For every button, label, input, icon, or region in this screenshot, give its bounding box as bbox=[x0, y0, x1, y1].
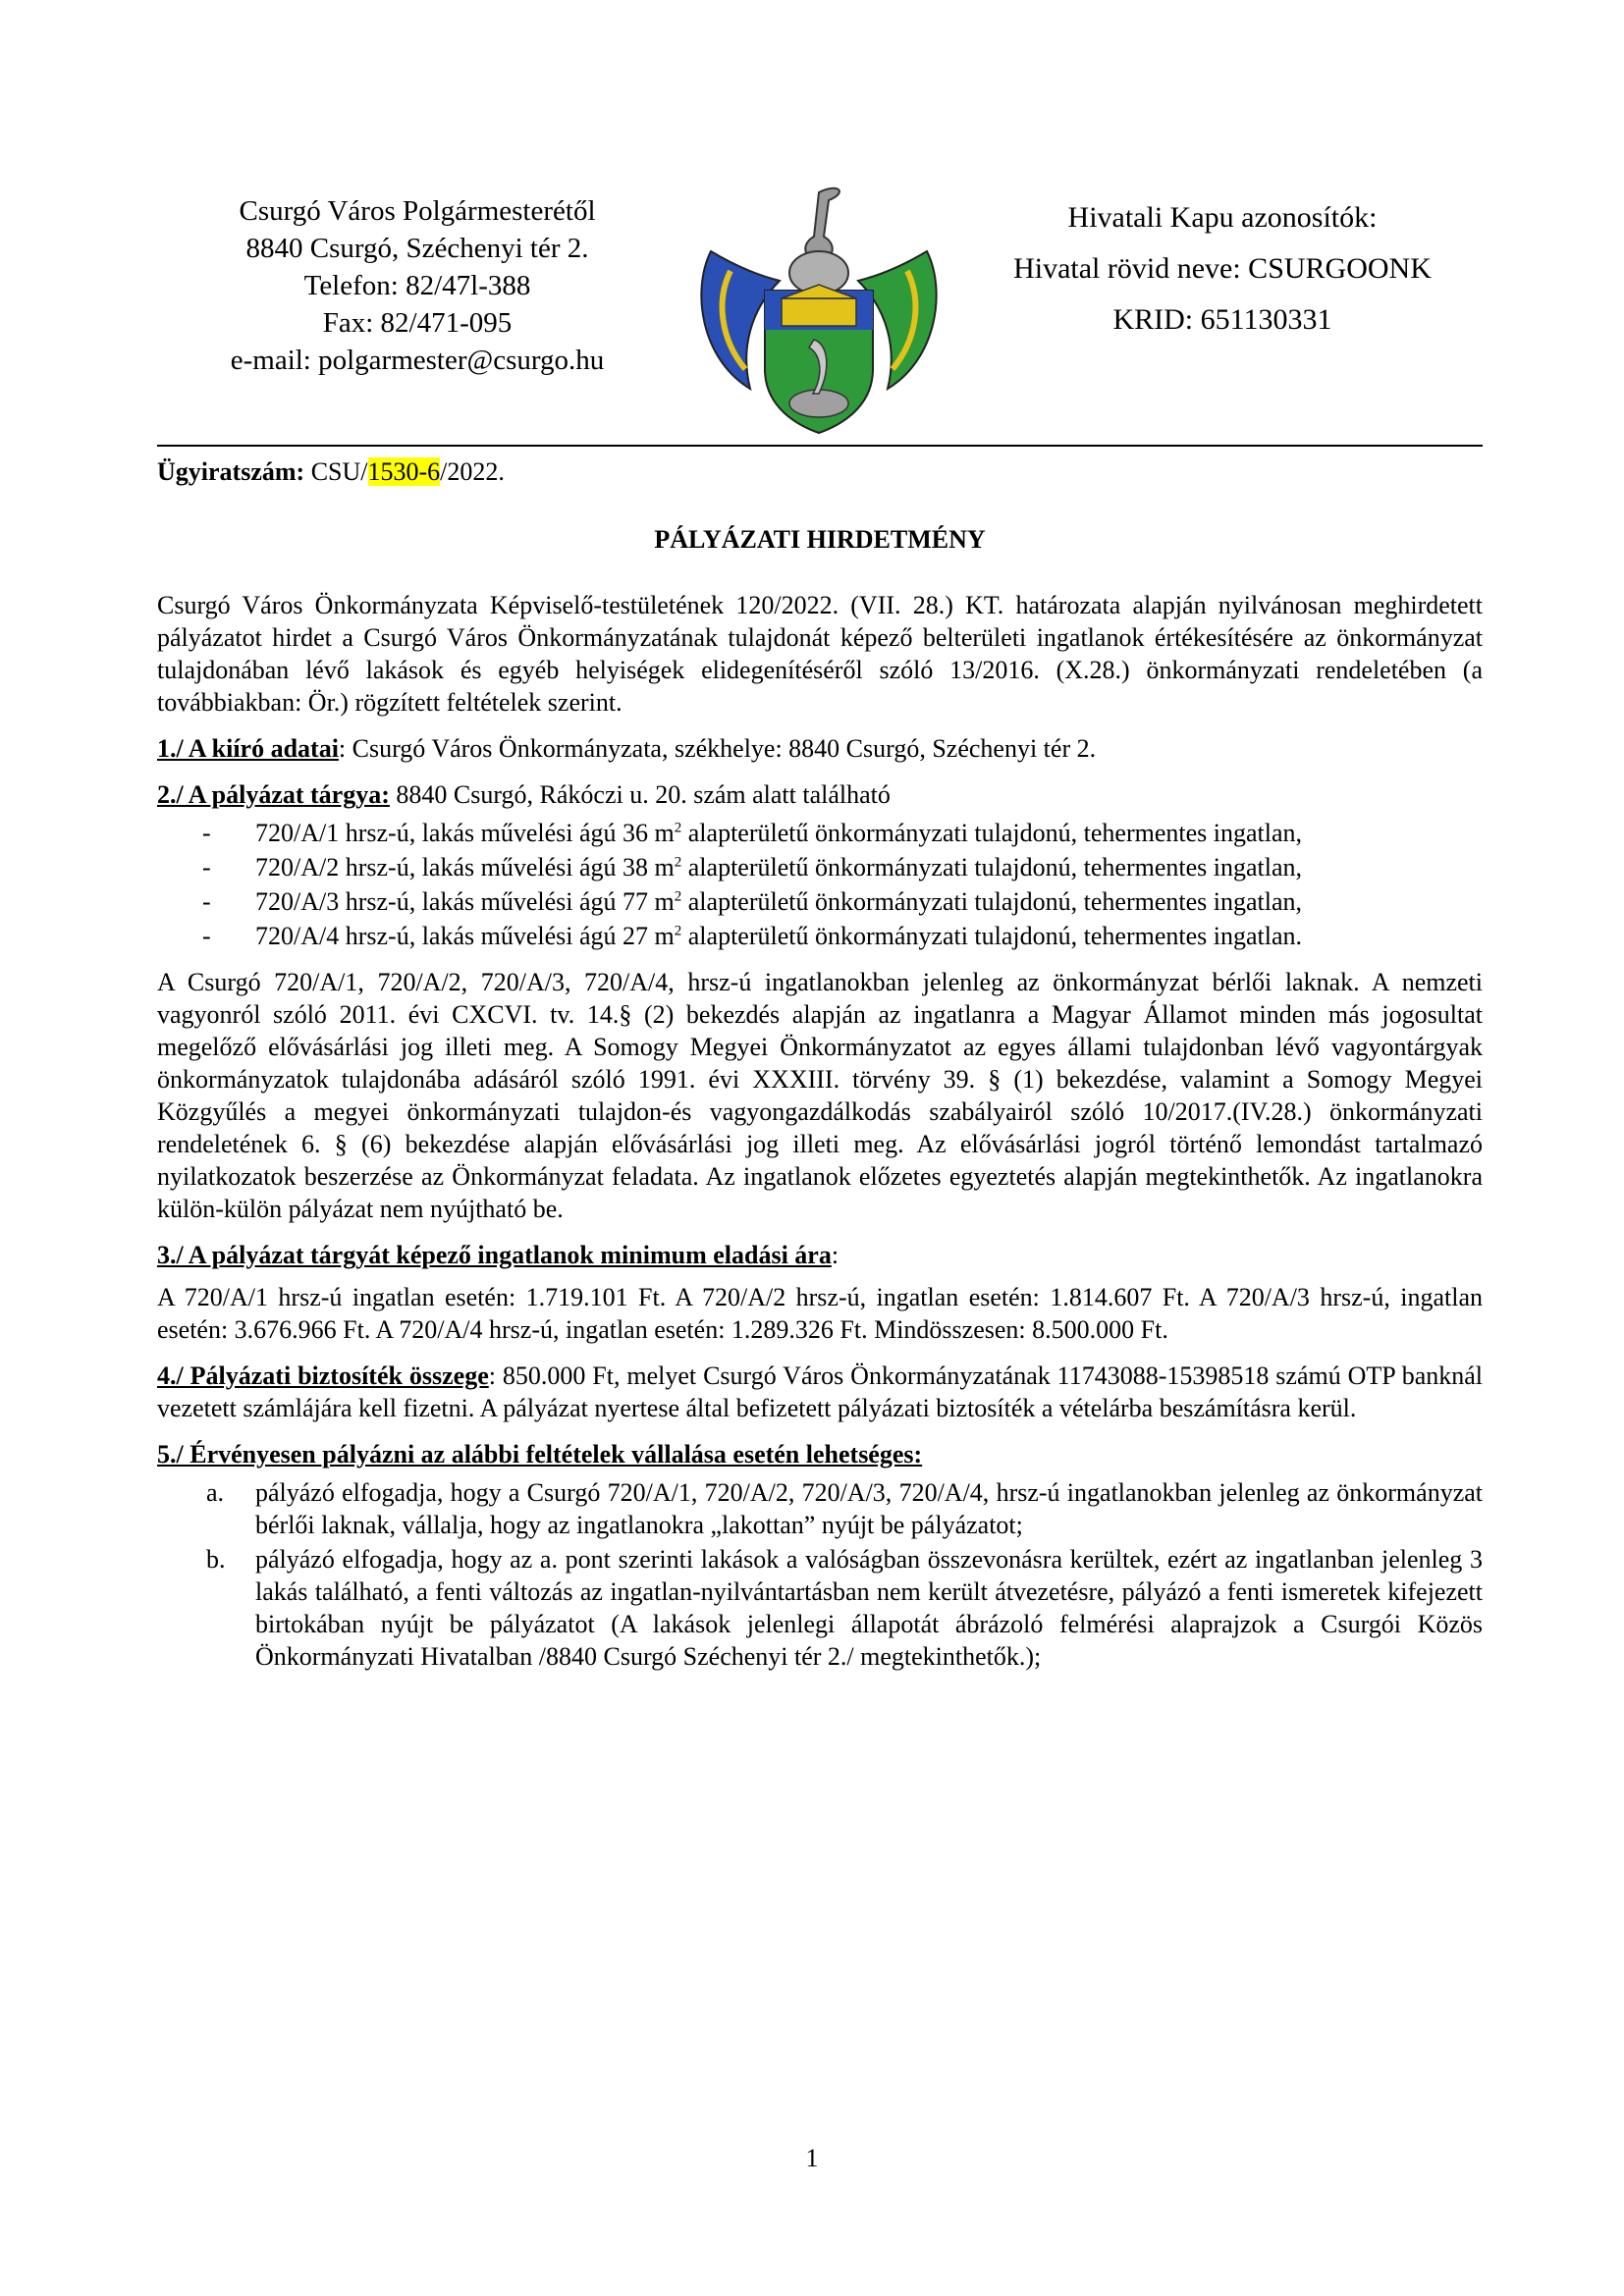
list-marker: a. bbox=[206, 1478, 225, 1507]
section-2-details: A Csurgó 720/A/1, 720/A/2, 720/A/3, 720/A/4, hrsz-ú ingatlanokban jelenleg az önkormányzat bérlői laknak. A nemzeti vagyonról szóló 2011. évi CXCVI. tv. 14.§ (2) bekezdés alapján az ingatlanra a Magyar Államot minden más jogosultat megelőző elővásárlási jog illeti meg. A Somogy Megyei Önkormányzatot az egyes állami tulajdonban lévő vagyontárgyak önkormányzatok tulajdonába adásáról szóló 1991. évi XXXIII. törvény 39. § (1) bekezdése, valamint a Somogy Megyei Közgyűlés a megyei önkormányzati tulajdon-és vagyongazdálkodás szabályairól szóló 10/2017.(IV.28.) önkormányzati rendeletének 6. § (6) bekezdése alapján elővásárlási jog illeti meg. Az elővásárlási jogról történő lemondást tartalmazó nyilatkozatok beszerzése az Önkormányzat feladata. Az ingatlanok előzetes egyeztetés alapján megtekinthetők. Az ingatlanokra külön-külön pályázat nem nyújtható be. bbox=[157, 968, 1483, 1223]
gateway-heading: Hivatali Kapu azonosítók: bbox=[1067, 201, 1378, 234]
property-list bbox=[157, 817, 1483, 952]
item-text-rest: alapterületű önkormányzati tulajdonú, tehermentes ingatlan, bbox=[681, 853, 1302, 881]
case-number bbox=[157, 455, 1483, 488]
intro-paragraph: Csurgó Város Önkormányzata Képviselő-testületének 120/2022. (VII. 28.) KT. határozata alapján nyilvánosan meghirdetett pályázatot hirdet a Csurgó Város Önkormányzatának tulajdonát képező belterületi ingatlanok értékesítésére az önkormányzat tulajdonában lévő lakások és egyéb helyiségek elidegenítéséről szóló 13/2016. (X.28.) önkormányzati rendeletében (a továbbiakban: Ör.) rögzített feltételek szerint. bbox=[157, 591, 1483, 717]
sender-name: Csurgó Város Polgármesterétől bbox=[239, 195, 596, 227]
list-marker: b. bbox=[206, 1545, 226, 1574]
section-3-prices: A 720/A/1 hrsz-ú ingatlan esetén: 1.719.101 Ft. A 720/A/2 hrsz-ú, ingatlan esetén: 1.814.607 Ft. A 720/A/3 hrsz-ú, ingatlan esetén: 3.676.966 Ft. A 720/A/4 hrsz-ú, ingatlan esetén: 1.289.326 Ft. Mindösszesen: 8.500.000 Ft. bbox=[157, 1283, 1483, 1344]
section-3-colon: : bbox=[831, 1241, 839, 1269]
list-item bbox=[157, 1476, 1483, 1541]
case-number-highlight: 1530-6 bbox=[367, 457, 441, 486]
case-number-prefix: CSU/ bbox=[310, 457, 368, 486]
item-text: 720/A/4 hrsz-ú, lakás művelési ágú 27 m bbox=[255, 922, 675, 950]
sender-phone: Telefon: 82/47l-388 bbox=[303, 270, 531, 301]
dash-bullet: - bbox=[202, 853, 211, 881]
item-sup: 2 bbox=[674, 923, 682, 939]
office-gateway-block bbox=[943, 192, 1502, 346]
gateway-short-name: Hivatal rövid neve: CSURGOONK bbox=[1013, 252, 1432, 285]
section-4 bbox=[157, 1360, 1483, 1424]
section-2-heading: 2./ A pályázat tárgya: bbox=[157, 780, 390, 809]
item-text: 720/A/3 hrsz-ú, lakás művelési ágú 77 m bbox=[255, 887, 675, 916]
document-title: PÁLYÁZATI HIRDETMÉNY bbox=[654, 525, 986, 554]
section-1 bbox=[157, 732, 1483, 765]
section-4-text: : 850.000 Ft, melyet Csurgó Város Önkormányzatának 11743088-15398518 számú OTP banknál vezetett számlájára kell fizetni. A pályázat nyertese által befizetett pályázati biztosíték a vételárba beszámításra kerül. bbox=[157, 1362, 1483, 1422]
item-text-rest: alapterületű önkormányzati tulajdonú, tehermentes ingatlan, bbox=[681, 819, 1302, 847]
sender-fax: Fax: 82/471-095 bbox=[322, 307, 513, 339]
item-text: pályázó elfogadja, hogy az a. pont szerinti lakások a valóságban összevonásra kerültek, ezért az ingatlanban jelenleg 3 lakás található, a fenti változás az ingatlan-nyilvántartásban nem került átvezetésre, pályázó a fenti ismeretek kifejezett birtokában nyújt be pályázatot (A lakások jelenlegi állapotát ábrázoló felmérési alaprajzok a Csurgói Közös Önkormányzati Hivatalban /8840 Csurgó Széchenyi tér 2./ megtekinthetők.); bbox=[255, 1545, 1483, 1671]
section-1-heading: 1./ A kiíró adatai bbox=[157, 734, 339, 763]
list-item bbox=[157, 885, 1483, 918]
section-4-heading: 4./ Pályázati biztosíték összege bbox=[157, 1362, 489, 1390]
list-item bbox=[157, 851, 1483, 883]
sender-address-block bbox=[157, 192, 677, 379]
dash-bullet: - bbox=[202, 819, 211, 847]
case-number-suffix: /2022. bbox=[440, 457, 505, 486]
list-item bbox=[157, 920, 1483, 952]
item-sup: 2 bbox=[674, 854, 682, 871]
section-2-text: 8840 Csurgó, Rákóczi u. 20. szám alatt található bbox=[389, 780, 891, 809]
item-text-rest: alapterületű önkormányzati tulajdonú, tehermentes ingatlan, bbox=[681, 887, 1302, 916]
item-sup: 2 bbox=[674, 888, 682, 905]
conditions-list bbox=[157, 1476, 1483, 1673]
sender-address: 8840 Csurgó, Széchenyi tér 2. bbox=[245, 233, 589, 264]
dash-bullet: - bbox=[202, 922, 211, 950]
item-sup: 2 bbox=[674, 820, 682, 836]
item-text: pályázó elfogadja, hogy a Csurgó 720/A/1, 720/A/2, 720/A/3, 720/A/4, hrsz-ú ingatlanokban jelenleg az önkormányzat bérlői laknak, vállalja, hogy az ingatlanokra „lakottan” nyújt be pályázatot; bbox=[255, 1478, 1483, 1539]
section-5-heading: 5./ Érvényesen pályázni az alábbi feltételek vállalása esetén lehetséges: bbox=[157, 1440, 923, 1468]
document-body bbox=[157, 448, 1483, 1675]
page-number: 1 bbox=[805, 2144, 819, 2172]
section-2 bbox=[157, 778, 1483, 811]
gateway-krid: KRID: 651130331 bbox=[1112, 303, 1332, 336]
dash-bullet: - bbox=[202, 887, 211, 916]
section-3-heading: 3./ A pályázat tárgyát képező ingatlanok minimum eladási ára bbox=[157, 1241, 832, 1269]
list-item bbox=[157, 817, 1483, 849]
sender-email: e-mail: polgarmester@csurgo.hu bbox=[230, 345, 605, 376]
list-item bbox=[157, 1543, 1483, 1673]
header-divider bbox=[157, 445, 1483, 447]
item-text: 720/A/2 hrsz-ú, lakás művelési ágú 38 m bbox=[255, 853, 675, 881]
section-3 bbox=[157, 1239, 1483, 1271]
section-5 bbox=[157, 1438, 1483, 1470]
item-text: 720/A/1 hrsz-ú, lakás művelési ágú 36 m bbox=[255, 819, 675, 847]
coat-of-arms-icon bbox=[691, 183, 947, 438]
item-text-rest: alapterületű önkormányzati tulajdonú, tehermentes ingatlan. bbox=[681, 922, 1302, 950]
case-number-label: Ügyiratszám: bbox=[157, 457, 305, 486]
section-1-text: : Csurgó Város Önkormányzata, székhelye: 8840 Csurgó, Széchenyi tér 2. bbox=[338, 734, 1097, 763]
